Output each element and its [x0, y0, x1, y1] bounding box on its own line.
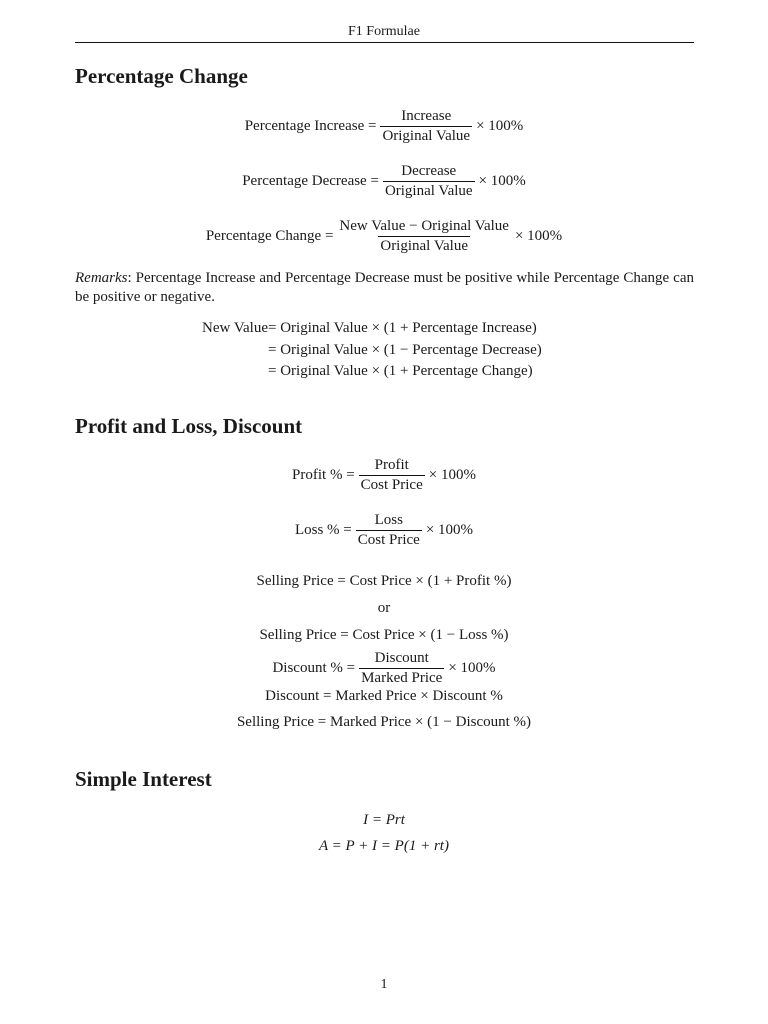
heading-percentage-change: Percentage Change — [75, 64, 248, 88]
aligned-row — [0, 340, 768, 362]
aligned-rhs: = Original Value × (1 + Percentage Change) — [268, 363, 533, 379]
remarks-paragraph — [75, 269, 694, 307]
formula-lhs: Percentage Change = — [205, 228, 334, 244]
aligned-rhs: = Original Value × (1 + Percentage Increase) — [268, 320, 537, 336]
formula-selling-price-discount: Selling Price = Marked Price × (1 − Discount %) — [236, 714, 532, 730]
formula-discount-percent — [0, 650, 768, 687]
formula-lhs: Percentage Decrease = — [242, 173, 379, 189]
fraction-numerator: Increase — [401, 108, 452, 124]
formula-rhs: × 100% — [514, 228, 563, 244]
fraction-numerator: Discount — [374, 650, 429, 666]
formula-rhs: × 100% — [425, 522, 474, 538]
fraction-numerator: Decrease — [401, 163, 457, 179]
fraction — [380, 108, 472, 145]
or-text: or — [377, 600, 391, 616]
formula-lhs: Percentage Increase = — [244, 118, 377, 134]
formula-amount: A = P + I = P(1 + rt) — [319, 838, 449, 854]
fraction-denominator: Original Value — [382, 128, 471, 144]
formula-percentage-decrease — [0, 163, 768, 200]
formula-rhs: × 100% — [448, 660, 496, 676]
fraction-denominator: Original Value — [380, 238, 468, 254]
fraction — [359, 650, 444, 687]
heading-simple-interest: Simple Interest — [75, 767, 212, 791]
fraction-numerator: New Value − Original Value — [339, 218, 509, 234]
running-header: F1 Formulae — [348, 24, 420, 39]
formula-rhs: × 100% — [478, 173, 526, 189]
aligned-row — [0, 318, 768, 340]
aligned-lhs: New Value — [202, 320, 268, 336]
fraction — [359, 457, 425, 494]
formula-rhs: × 100% — [428, 467, 476, 483]
fraction-numerator: Loss — [374, 512, 403, 528]
fraction-denominator: Original Value — [384, 183, 473, 199]
header-rule — [75, 42, 694, 43]
aligned-rhs: = Original Value × (1 − Percentage Decrease) — [268, 341, 542, 358]
remarks-label: Remarks — [75, 270, 128, 286]
formula-lhs: Loss % = — [294, 522, 352, 538]
formula-percentage-increase — [0, 108, 768, 145]
formula-rhs: × 100% — [476, 118, 524, 134]
formula-lhs: Profit % = — [292, 467, 355, 483]
formula-selling-price-loss: Selling Price = Cost Price × (1 − Loss %) — [259, 627, 509, 643]
heading-profit-loss-discount: Profit and Loss, Discount — [75, 414, 303, 438]
remarks-text: : Percentage Increase and Percentage Decrease must be positive while Percentage Change can be positive or negative. — [75, 270, 694, 305]
formula-interest: I = Prt — [363, 812, 405, 828]
formula-discount: Discount = Marked Price × Discount % — [265, 688, 503, 704]
fraction-denominator: Cost Price — [360, 477, 423, 493]
formula-lhs: Discount % = — [272, 660, 356, 676]
fraction-numerator: Profit — [374, 457, 409, 473]
page-number: 1 — [380, 977, 388, 992]
fraction-denominator: Marked Price — [361, 670, 443, 686]
fraction — [337, 218, 511, 255]
formula-selling-price-profit: Selling Price = Cost Price × (1 + Profit %) — [256, 573, 512, 589]
formula-percentage-change — [0, 218, 768, 255]
formula-profit-percent — [0, 457, 768, 494]
new-value-equations — [0, 318, 768, 383]
fraction — [356, 512, 422, 549]
fraction-denominator: Cost Price — [357, 532, 420, 548]
aligned-row — [0, 361, 768, 383]
fraction — [383, 163, 475, 200]
formula-loss-percent — [0, 512, 768, 549]
